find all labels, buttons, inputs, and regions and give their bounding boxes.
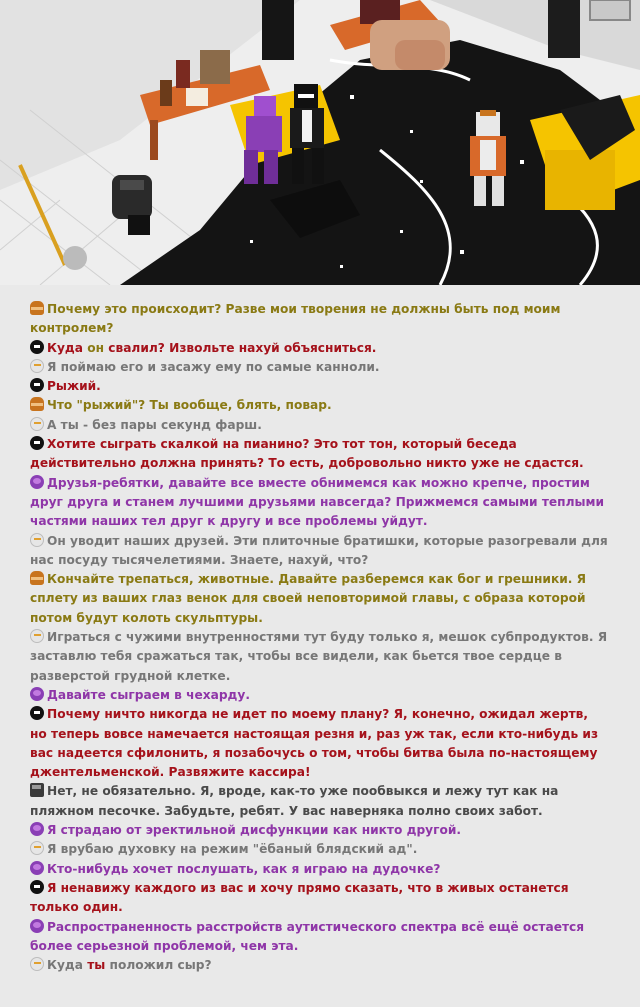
dialogue-text: ты	[87, 958, 106, 973]
dialogue-line	[30, 532, 608, 571]
dialogue-text: Я ненавижу каждого из вас и хочу прямо сказать, что в живых останется только один.	[30, 880, 569, 915]
dialogue-line	[30, 416, 608, 435]
dialogue-text: Друзья-ребятки, давайте все вместе обнимемся как можно крепче, простим друг друга и станем лучшими друзьями навсегда? Прижмемся самыми теплыми частями наших тел друг к другу и все проблемы уйдут.	[30, 475, 605, 529]
dialogue-line	[30, 377, 608, 396]
dialogue-line	[30, 879, 608, 918]
chef-head-icon	[30, 301, 44, 315]
dialogue-line	[30, 396, 608, 415]
dialogue-line	[30, 860, 608, 879]
dialogue-line	[30, 956, 608, 975]
dialogue-log	[0, 300, 640, 975]
chef-head-icon	[30, 571, 44, 585]
purple-head-icon	[30, 475, 44, 489]
dialogue-text: он	[87, 340, 105, 355]
dialogue-line	[30, 474, 608, 532]
dialogue-line	[30, 686, 608, 705]
white-mask-icon	[30, 629, 44, 643]
dialogue-text: Играться с чужими внутренностями тут буду только я, мешок субпродуктов. Я заставлю тебя сражаться так, чтобы все видели, как бьется твое сердце в разверстой грудной клетке.	[30, 630, 608, 683]
purple-head-icon	[30, 822, 44, 836]
purple-head-icon	[30, 861, 44, 875]
white-mask-icon	[30, 957, 44, 971]
pixel-art-room	[0, 0, 640, 285]
lamp	[262, 0, 294, 60]
white-mask-icon	[30, 417, 44, 431]
black-mask-icon	[30, 880, 44, 894]
dialogue-line	[30, 628, 608, 686]
dialogue-text: Кончайте трепаться, животные. Давайте разберемся как бог и грешники. Я сплету из ваших глаз венок для своей неповторимой главы, с образа которой потом будут колоть скульптуры.	[30, 572, 587, 625]
game-scene	[0, 0, 640, 285]
dialogue-line	[30, 435, 608, 474]
dialogue-text: Куда	[47, 958, 88, 973]
dialogue-line	[30, 782, 608, 821]
dialogue-text: Распространенность расстройств аутистического спектра всё ещё остается более серьезной проблемой, чем эта.	[30, 919, 585, 953]
black-mask-icon	[30, 378, 44, 392]
dialogue-line	[30, 705, 608, 782]
dialogue-text: Почему это происходит? Разве мои творения не должны быть под моим контролем?	[30, 302, 561, 336]
purple-head-icon	[30, 919, 44, 933]
purple-head-icon	[30, 687, 44, 701]
dialogue-text: Я поймаю его и засажу ему по самые канноли.	[47, 359, 380, 374]
dialogue-line	[30, 840, 608, 859]
chef-head-icon	[30, 397, 44, 411]
dialogue-text: Что "рыжий"? Ты вообще, блять, повар.	[47, 398, 332, 413]
dialogue-line	[30, 570, 608, 628]
dialogue-text: Давайте сыграем в чехарду.	[47, 687, 250, 702]
black-mask-icon	[30, 706, 44, 720]
dialogue-line	[30, 918, 608, 957]
dialogue-line	[30, 821, 608, 840]
dialogue-text: Куда	[47, 340, 88, 355]
black-mask-icon	[30, 340, 44, 354]
dialogue-line	[30, 358, 608, 377]
dialogue-text: Я страдаю от эректильной дисфункции как никто другой.	[47, 823, 462, 838]
dialogue-text: свалил? Извольте нахуй объясниться.	[104, 340, 377, 355]
nest-head-icon	[30, 783, 44, 797]
dialogue-text: Почему ничто никогда не идет по моему плану? Я, конечно, ожидал жертв, но теперь вовсе намечается настоящая резня и, раз уж так, если кто-нибудь из вас надеется сфилонить, я позабочусь о том, чтобы битва была по-настоящему джентельменской. Развяжите кассира!	[30, 707, 599, 780]
dialogue-text: Кто-нибудь хочет послушать, как я играю на дудочке?	[47, 861, 441, 876]
white-mask-icon	[30, 841, 44, 855]
dialogue-text: Нет, не обязательно. Я, вроде, как-то уже пообвыкся и лежу тут как на пляжном песочке. Забудьте, ребят. У вас наверняка полно своих забот.	[30, 784, 559, 818]
dialogue-text: положил сыр?	[105, 958, 212, 973]
dialogue-text: Рыжий.	[47, 379, 101, 394]
dialogue-line	[30, 339, 608, 358]
dialogue-line	[30, 300, 608, 339]
white-mask-icon	[30, 533, 44, 547]
dialogue-text: А ты - без пары секунд фарш.	[47, 417, 262, 432]
dialogue-text: Он уводит наших друзей. Эти плиточные братишки, которые разогревали для нас посуду тысячелетиями. Знаете, нахуй, что?	[30, 533, 608, 567]
black-mask-icon	[30, 436, 44, 450]
dialogue-text: Хотите сыграть скалкой на пианино? Это тот тон, который беседа действительно должна принять? То есть, добровольно никто уже не сдастся.	[30, 437, 584, 471]
dialogue-text: Я врубаю духовку на режим "ёбаный блядский ад".	[47, 842, 418, 857]
dark-door	[548, 0, 580, 58]
white-mask-icon	[30, 359, 44, 373]
